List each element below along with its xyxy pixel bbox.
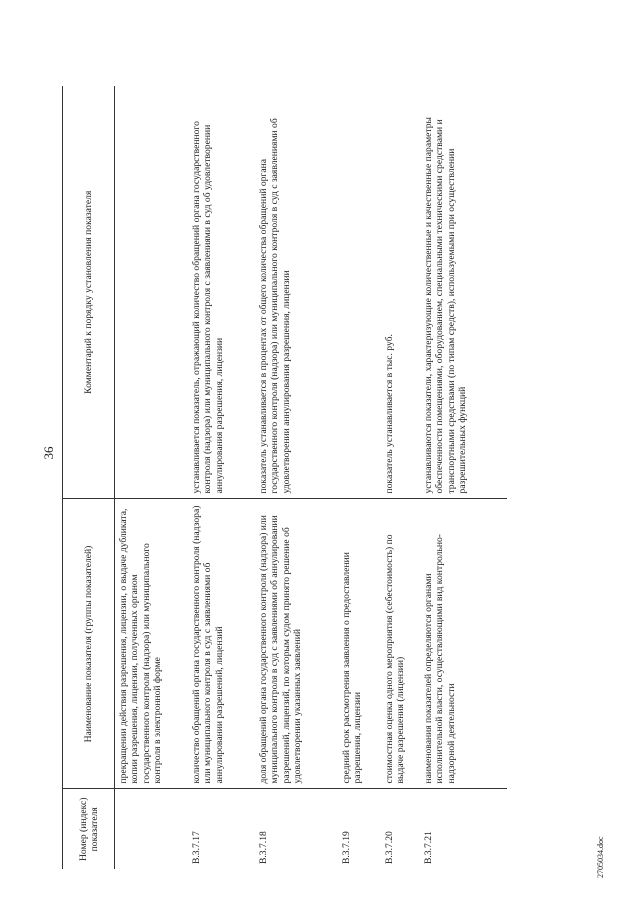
row-comment	[115, 86, 189, 499]
row-comment: показатель устанавливается в тыс. руб.	[381, 86, 420, 499]
row-index: В.3.7.17	[191, 831, 202, 864]
table-container	[62, 86, 549, 869]
document-id: 2705034.doc	[596, 836, 605, 878]
table-row	[188, 86, 255, 869]
row-index: В.3.7.20	[384, 831, 395, 864]
row-name: наименования показателей определяются органами исполнительной власти, осуществляющими вид контрольно-надзорной деятельности	[420, 499, 507, 789]
row-index: В.3.7.18	[258, 831, 269, 864]
row-name: стоимостная оценка одного мероприятия (себестоимость) по выдаче разрешения (лицензии)	[381, 499, 420, 789]
table-row	[381, 86, 420, 869]
table-row	[255, 86, 338, 869]
header-name: Наименование показателя (группы показателей)	[63, 499, 115, 789]
row-name: доля обращений органа государственного контроля (надзора) или муниципального контроля в суд с заявлениями об аннулировании разрешений, лицензий, по которым судом принято решение об удовлетворении указанных заявлений	[255, 499, 338, 789]
row-index	[115, 789, 189, 869]
rotated-table-frame	[62, 86, 549, 869]
row-name: прекращении действия разрешения, лицензии, о выдаче дубликата, копии разрешения, лицензии, полученных органом государственного контроля (надзора) или муниципального контроля в электронной форме	[115, 499, 189, 789]
row-comment	[338, 86, 381, 499]
table-row	[338, 86, 381, 869]
row-comment: показатель устанавливается в процентах от общего количества обращений органа государственного контроля (надзора) или муниципального контроля в суд с заявлениями об удовлетворении аннулирования разрешения, лицензии	[255, 86, 338, 499]
table-header-row	[63, 86, 115, 869]
table-row	[420, 86, 507, 869]
header-comment: Комментарий к порядку установления показателя	[63, 86, 115, 499]
row-name: средний срок рассмотрения заявления о предоставлении разрешения, лицензии	[338, 499, 381, 789]
table-row	[115, 86, 189, 869]
page-number: 36	[41, 446, 56, 460]
header-index: Номер (индекс) показателя	[63, 789, 115, 869]
row-index: В.3.7.19	[341, 831, 352, 864]
row-index: В.3.7.21	[423, 831, 434, 864]
indicators-table	[62, 86, 507, 869]
row-comment: устанавливаются показатели, характеризующие количественные и качественные параметры обеспеченности помещениями, оборудованием, специальными техническими средствами и транспортными средствами (по типам средств), используемыми при осуществлении разрешительных функций	[420, 86, 507, 499]
row-name: количество обращений органа государственного контроля (надзора) или муниципального контроля в суд с заявлениями об аннулировании разрешений, лицензий	[188, 499, 255, 789]
row-comment: устанавливается показатель, отражающий количество обращений органа государственного контроля (надзора) или муниципального контроля с заявлениями в суд об удовлетворении аннулирования разрешения, лицензии	[188, 86, 255, 499]
